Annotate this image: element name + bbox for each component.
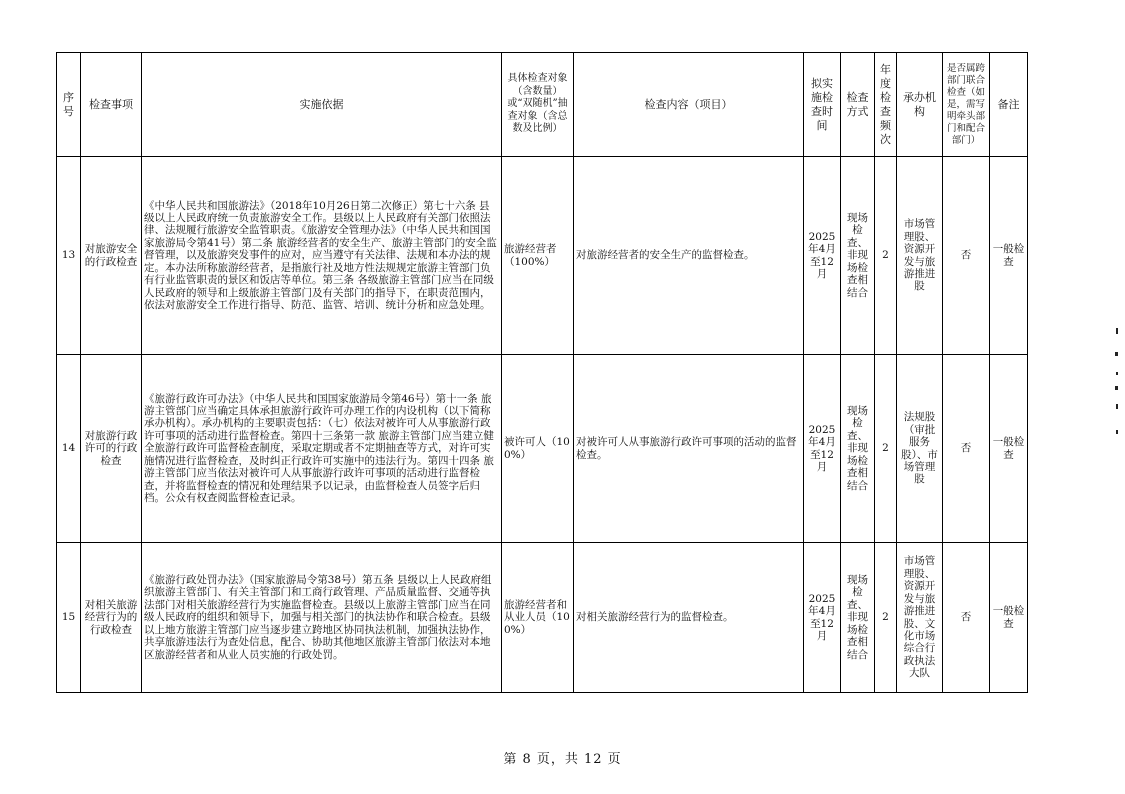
row-object: 被许可人（100%）	[502, 355, 574, 543]
row-basis: 《旅游行政处罚办法》（国家旅游局令第38号）第五条 县级以上人民政府组织旅游主管部门、有关主管部门和工商行政管理、产品质量监督、交通等执法部门对相关旅游经营行为实施监督检查。县级以上旅游主管部门应当在同级人民政府的组织和领导下，加强与相关部门的执法协作和联合检查。县级以上地方旅游主管部门应当逐步建立跨地区协同执法机制，加强执法协作，共享旅游违法行为查处信息，配合、协助其他地区旅游主管部门依法对本地区旅游经营者和从业人员实施的行政处罚。	[142, 543, 502, 693]
header-object: 具体检查对象（含数量）或“双随机”抽查对象（含总数及比例）	[502, 53, 574, 157]
scan-mark	[1115, 386, 1118, 390]
row-seq: 15	[57, 543, 81, 693]
header-joint: 是否属跨部门联合检查（如是，需写明牵头部门和配合部门）	[943, 53, 990, 157]
row-freq: 2	[875, 157, 897, 355]
row-basis: 《旅游行政许可办法》（中华人民共和国国家旅游局令第46号）第十一条 旅游主管部门应当确定具体承担旅游行政许可办理工作的内设机构（以下简称承办机构）。承办机构的主要职责包括：（七）依法对被许可人从事旅游行政许可事项的活动进行监督检查。第四十三条第一款 旅游主管部门应当建立健全旅游行政许可监督检查制度，采取定期或者不定期抽查等方式，对许可实施情况进行监督检查，及时纠正行政许可实施中的违法行为。第四十四条 旅游主管部门应当依法对被许可人从事旅游行政许可事项的活动进行监督检查，并将监督检查的情况和处理结果予以记录，由监督检查人员签字后归档。公众有权查阅监督检查记录。	[142, 355, 502, 543]
header-content: 检查内容（项目）	[574, 53, 804, 157]
table-header-row	[57, 53, 1028, 157]
row-item: 对相关旅游经营行为的行政检查	[81, 543, 142, 693]
header-method: 检查方式	[841, 53, 875, 157]
row-item: 对旅游行政许可的行政检查	[81, 355, 142, 543]
row-joint: 否	[943, 543, 990, 693]
inspection-table	[56, 52, 1028, 693]
row-basis: 《中华人民共和国旅游法》（2018年10月26日第二次修正）第七十六条 县级以上人民政府统一负责旅游安全工作。县级以上人民政府有关部门依照法律、法规履行旅游安全监管职责。《旅游安全管理办法》（中华人民共和国国家旅游局令第41号）第二条 旅游经营者的安全生产、旅游主管部门的安全监督管理，以及旅游突发事件的应对，应当遵守有关法律、法规和本办法的规定。本办法所称旅游经营者，是指旅行社及地方性法规规定旅游主管部门负有行业监管职责的景区和饭店等单位。第三条 各级旅游主管部门应当在同级人民政府的领导和上级旅游主管部门及有关部门的指导下，在职责范围内，依法对旅游安全工作进行指导、防范、监管、培训、统计分析和应急处理。	[142, 157, 502, 355]
row-content: 对被许可人从事旅游行政许可事项的活动的监督检查。	[574, 355, 804, 543]
header-time: 拟实施检查时间	[804, 53, 841, 157]
row-remark: 一般检查	[990, 157, 1028, 355]
row-method: 现场检查、非现场检查相结合	[841, 355, 875, 543]
header-freq: 年度检查频次	[875, 53, 897, 157]
row-seq: 14	[57, 355, 81, 543]
row-dept: 市场管理股、资源开发与旅游推进股	[897, 157, 943, 355]
row-time: 2025年4月至12月	[804, 355, 841, 543]
row-object: 旅游经营者和从业人员（100%）	[502, 543, 574, 693]
row-object: 旅游经营者（100%）	[502, 157, 574, 355]
row-content: 对旅游经营者的安全生产的监督检查。	[574, 157, 804, 355]
row-freq: 2	[875, 543, 897, 693]
header-dept: 承办机构	[897, 53, 943, 157]
header-remark: 备注	[990, 53, 1028, 157]
table-row	[57, 355, 1028, 543]
row-remark: 一般检查	[990, 355, 1028, 543]
scan-mark	[1115, 352, 1118, 356]
row-remark: 一般检查	[990, 543, 1028, 693]
scan-mark	[1116, 404, 1118, 409]
row-freq: 2	[875, 355, 897, 543]
scan-mark	[1116, 328, 1118, 334]
row-item: 对旅游安全的行政检查	[81, 157, 142, 355]
row-content: 对相关旅游经营行为的监督检查。	[574, 543, 804, 693]
header-basis: 实施依据	[142, 53, 502, 157]
row-seq: 13	[57, 157, 81, 355]
table-row	[57, 157, 1028, 355]
page-number: 第 8 页，共 12 页	[503, 752, 622, 767]
row-method: 现场检查、非现场检查相结合	[841, 157, 875, 355]
row-dept: 市场管理股、资源开发与旅游推进股、文化市场综合行政执法大队	[897, 543, 943, 693]
row-method: 现场检查、非现场检查相结合	[841, 543, 875, 693]
row-joint: 否	[943, 157, 990, 355]
row-time: 2025年4月至12月	[804, 543, 841, 693]
header-item: 检查事项	[81, 53, 142, 157]
row-joint: 否	[943, 355, 990, 543]
row-dept: 法规股（审批服务股）、市场管理股	[897, 355, 943, 543]
row-time: 2025年4月至12月	[804, 157, 841, 355]
header-seq: 序号	[57, 53, 81, 157]
scan-mark	[1116, 430, 1118, 434]
table-row	[57, 543, 1028, 693]
scan-mark	[1116, 372, 1118, 375]
